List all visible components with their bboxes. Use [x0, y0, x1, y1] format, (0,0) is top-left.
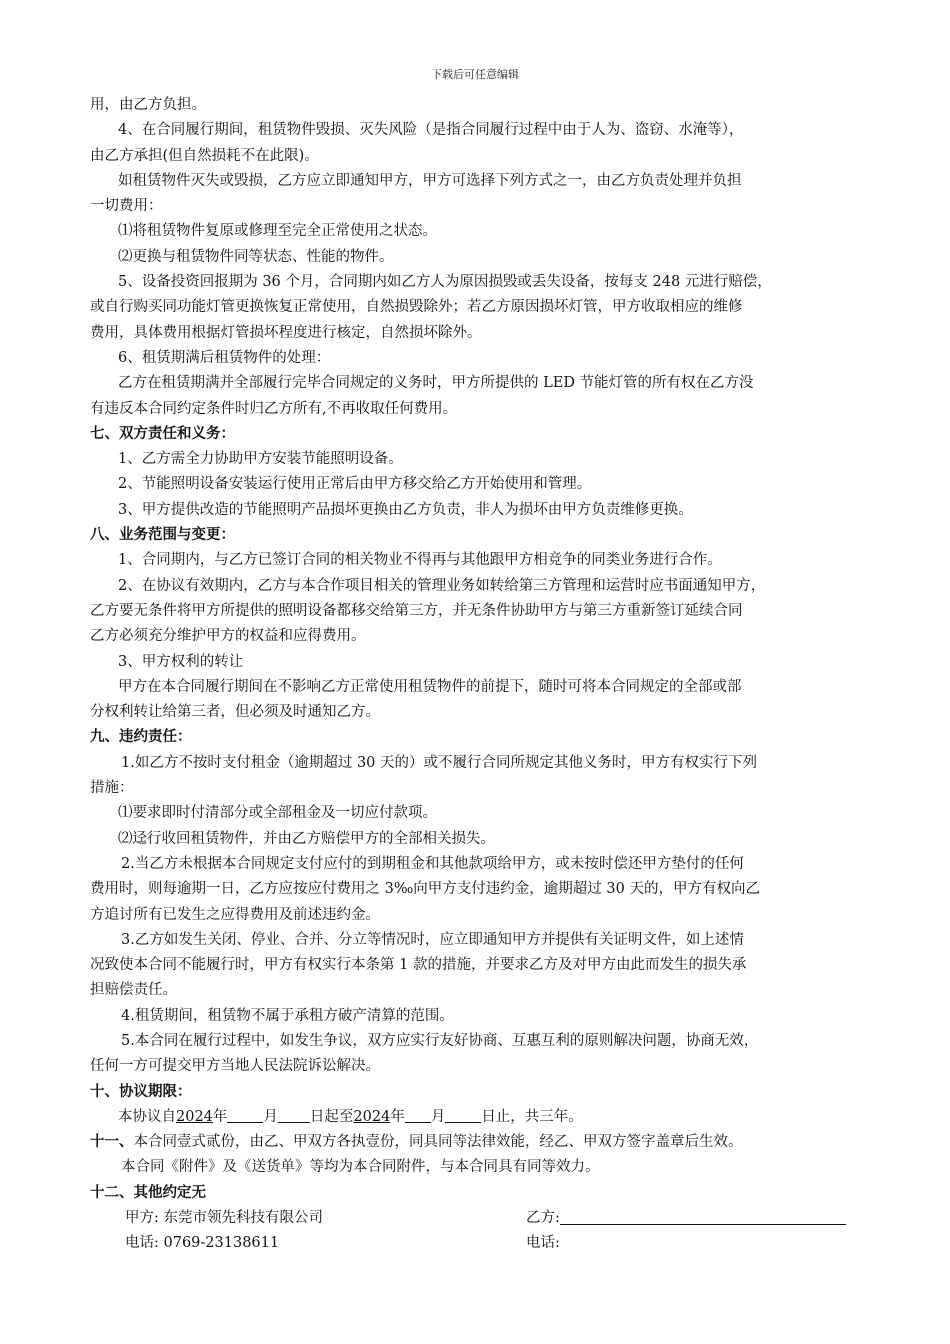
paragraph-line: 费用时，则每逾期一日，乙方应按应付费用之 3‰向甲方支付违约金，逾期超过 30 天的，甲方有权向乙 [90, 881, 760, 898]
start-month-blank [227, 1107, 263, 1123]
end-year: 2024 [353, 1108, 391, 1125]
paragraph-line: 乙方必须充分维护甲方的权益和应得费用。 [90, 628, 366, 645]
paragraph-line: 担赔偿责任。 [90, 982, 177, 999]
clause-6-line: 6、租赁期满后租赁物件的处理： [118, 349, 331, 366]
paragraph-line: 3、甲方提供改造的节能照明产品损坏更换由乙方负责，非人为损坏由甲方负责维修更换。 [118, 501, 693, 518]
paragraph-line: 用，由乙方负担。 [90, 97, 206, 113]
section-9-heading: 九、违约责任： [90, 729, 192, 746]
clause-5-line: 5、设备投资回报期为 36 个月，合同期内如乙方人为原因损毁或丢失设备，按每支 248 元进行赔偿， [118, 274, 772, 291]
paragraph-line: 2、在协议有效期内，乙方与本合作项目相关的管理业务如转给第三方管理和运营时应书面通知甲方， [118, 577, 766, 594]
paragraph-line: 乙方要无条件将甲方所提供的照明设备都移交给第三方，并无条件协助甲方与第三方重新签订延续合同 [90, 602, 743, 619]
section-11-label: 十一、 [90, 1134, 134, 1151]
paragraph-line: 由乙方承担(但自然损耗不在此限)。 [90, 147, 319, 164]
clause-4-line: 4、在合同履行期间，租赁物件毁损、灭失风险（是指合同履行过程中由于人为、盗窃、水淹等）， [118, 122, 744, 139]
section-11-text: 本合同壹式贰份，由乙、甲双方各执壹份，同具同等法律效能，经乙、甲双方签字盖章后生效。 [133, 1134, 743, 1151]
paragraph-line: 3、甲方权利的转让 [118, 653, 244, 670]
party-a-phone-label: 电话: [125, 1235, 159, 1252]
option-1-line: ⑴将租赁物件复原或修理至完全正常使用之状态。 [118, 223, 437, 240]
paragraph-line: 况致使本合同不能履行时，甲方有权实行本条第 1 款的措施，并要求乙方及对甲方由此而发生的损失承 [90, 957, 747, 974]
paragraph-line: 有违反本合同约定条件时归乙方所有,不再收取任何费用。 [90, 400, 458, 417]
paragraph-line: 乙方在租赁期满并全部履行完毕合同规定的义务时，甲方所提供的 LED 节能灯管的所有权在乙方没 [118, 375, 754, 392]
section-12-heading: 十二、其他约定无 [90, 1184, 206, 1201]
paragraph-line: 或自行购买同功能灯管更换恢复正常使用，自然损毁除外；若乙方原因损坏灯管，甲方收取相应的维修 [90, 299, 743, 316]
paragraph-line: 2、节能照明设备安装运行使用正常后由甲方移交给乙方开始使用和管理。 [118, 476, 592, 493]
paragraph-line: 甲方在本合同履行期间在不影响乙方正常使用租赁物件的前提下，随时可将本合同规定的全部或部 [118, 678, 742, 695]
party-b-block [526, 1206, 846, 1231]
party-a-block [125, 1206, 323, 1231]
term-line [90, 1105, 870, 1130]
party-b-phone-label: 电话: [526, 1235, 560, 1252]
contract-body [90, 93, 870, 1257]
paragraph-line: 方追讨所有已发生之应得费用及前述违约金。 [90, 906, 380, 923]
section-7-heading: 七、双方责任和义务： [90, 425, 235, 442]
paragraph-line: 一切费用： [90, 198, 163, 215]
term-text: 年 [390, 1108, 405, 1125]
paragraph-line: ⑴要求即时付清部分或全部租金及一切应付款项。 [118, 805, 437, 822]
party-b-label: 乙方: [526, 1210, 560, 1227]
section-11-heading [90, 1130, 870, 1155]
term-text: 本协议自 [118, 1108, 176, 1125]
paragraph-line: 3.乙方如发生关闭、停业、合并、分立等情况时，应立即通知甲方并提供有关证明文件，如上述情 [121, 931, 744, 948]
option-2-line: ⑵更换与租赁物件同等状态、性能的物件。 [118, 248, 394, 265]
start-year: 2024 [176, 1108, 213, 1125]
page-header: 下载后可任意编辑 [431, 68, 519, 81]
party-b-signature-line [560, 1208, 846, 1225]
start-day-blank [278, 1107, 310, 1123]
paragraph-line: 分权利转让给第三者，但必须及时通知乙方。 [90, 704, 380, 721]
paragraph-line: ⑵迳行收回租赁物件，并由乙方赔偿甲方的全部相关损失。 [118, 830, 495, 847]
term-text: 年 [212, 1108, 228, 1125]
section-8-heading: 八、业务范围与变更： [90, 527, 235, 544]
party-a-phone: 0769-23138611 [163, 1235, 280, 1252]
party-a-phone-block [125, 1231, 279, 1256]
term-text: 月 [263, 1108, 278, 1125]
paragraph-line: 1、乙方需全力协助甲方安装节能照明设备。 [118, 451, 403, 468]
end-month-blank [405, 1107, 431, 1123]
phone-row [90, 1231, 870, 1256]
paragraph-line: 任何一方可提交甲方当地人民法院诉讼解决。 [90, 1058, 380, 1075]
term-text: 日起至 [309, 1108, 354, 1125]
paragraph-line: 2.当乙方未根据本合同规定支付应付的到期租金和其他款项给甲方，或未按时偿还甲方垫付的任何 [121, 855, 744, 872]
paragraph-line: 5.本合同在履行过程中，如发生争议，双方应实行友好协商、互惠互利的原则解决问题，协商无效， [121, 1032, 759, 1049]
party-a-name: 东莞市领先科技有限公司 [163, 1210, 323, 1227]
paragraph-line: 本合同《附件》及《送货单》等均为本合同附件，与本合同具有同等效力。 [121, 1159, 600, 1176]
term-text: 月 [430, 1108, 446, 1125]
paragraph-line: 如租赁物件灭失或毁损，乙方应立即通知甲方，甲方可选择下列方式之一，由乙方负责处理并负担 [118, 172, 742, 189]
paragraph-line: 措施： [90, 780, 134, 797]
party-b-phone-block [526, 1231, 560, 1256]
paragraph-line: 1、合同期内，与乙方已签订合同的相关物业不得再与其他跟甲方相竞争的同类业务进行合作。 [118, 552, 722, 569]
signature-row [90, 1206, 870, 1231]
paragraph-line: 1.如乙方不按时支付租金（逾期超过 30 天的）或不履行合同所规定其他义务时，甲方有权实行下列 [121, 754, 757, 771]
paragraph-line: 4.租赁期间，租赁物不属于承租方破产清算的范围。 [121, 1007, 454, 1024]
paragraph-line: 费用，具体费用根据灯管损坏程度进行核定，自然损坏除外。 [90, 324, 482, 341]
end-day-blank [445, 1107, 481, 1123]
party-a-label: 甲方: [125, 1210, 159, 1227]
term-text: 日止，共三年。 [481, 1108, 583, 1125]
section-10-heading: 十、协议期限： [90, 1083, 192, 1100]
